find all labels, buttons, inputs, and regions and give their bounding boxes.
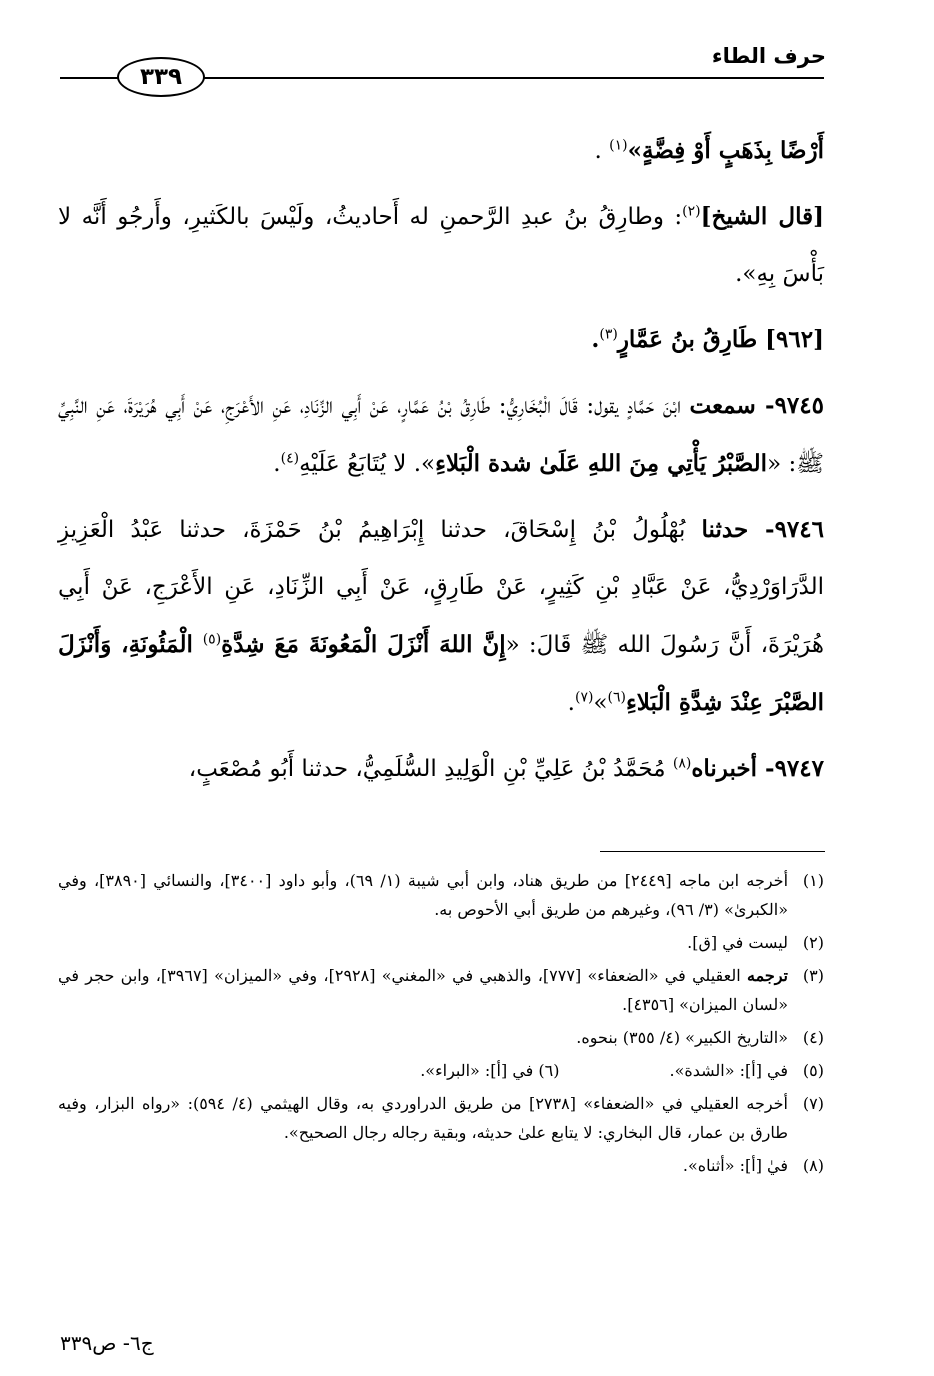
footnote-ref: (٦) <box>607 689 626 706</box>
paragraph-sheikh-comment: [قال الشيخ]$^{(٢)}$: وطارِقُ بنُ عبدِ الرَّحمنِ له أَحاديثُ، ولَيْسَ بالكَثيرِ، وأَرجُو أَنَّه لا بَأْسَ بِهِ». <box>58 203 824 287</box>
footnote-2: (٢) ليست في [ق]. <box>687 933 824 952</box>
footnote-6-text: (٦) في [أ]: «البراء». <box>420 1061 560 1080</box>
page-number-text: ٣٣٩ <box>139 64 183 90</box>
hadith-9747: ٩٧٤٧- أخبرناه$^{(٨)}$ مُحَمَّدُ بْنُ عَلِيِّ بْنِ الْوَلِيدِ السُّلَمِيُّ، حدثنا أَبُو مُصْعَبٍ، <box>188 755 824 782</box>
footnote-5-text: في [أ]: «الشدة». <box>669 1061 788 1080</box>
footnote-5-6: (٥) في [أ]: «الشدة». (٦) في [أ]: «البراء». <box>58 1056 824 1085</box>
paragraph-continuation: أَرْضًا بِذَهَبٍ أَوْ فِضَّةٍ»$^{(١)}$ . <box>594 137 824 164</box>
hadith-9745: ٩٧٤٥- سمعت ابْنَ حَمَّادٍ يقول: قَالَ الْبُخَارِيُّ: طَارِقُ بْنُ عَمَّارٍ، عَنْ أَبِي الزِّنَادِ، عَنِ الأَعْرَجِ، عَنْ أَبِي هُرَيْرَةَ، عَنِ النَّبِيِّ ﷺ: «الصَّبْرُ يَأْتِي مِنَ اللهِ عَلَىٰ شدة الْبَلاءِ». لا يُتَابَعُ عَلَيْهِ$^{(٤)}$. <box>58 392 824 477</box>
footnote-8: (٨) فيٰ [أ]: «أثناه». <box>682 1156 824 1175</box>
hadith-9746: ٩٧٤٦- حدثنا بُهْلُولُ بْنُ إِسْحَاقَ، حدثنا إِبْرَاهِيمُ بْنُ حَمْزَةَ، حدثنا عَبْدُ الْعَزِيزِ الدَّرَاوَرْدِيُّ، عَنْ عَبَّادِ بْنِ كَثِيرٍ، عَنْ طَارِقٍ، عَنْ أَبِي الزِّنَادِ، عَنِ الأَعْرَجِ، عَنْ أَبِي هُرَيْرَةَ، أَنَّ رَسُولَ الله ﷺ قَالَ: «إِنَّ اللهَ أَنْزَلَ الْمَعُونَةَ مَعَ شِدَّةِ$^{(٥)}$ الْمَئُونَةِ، وَأَنْزَلَ الصَّبْرَ عِنْدَ شِدَّةِ الْبَلاءِ$^{(٦)}$»$^{(٧)}$. <box>58 516 824 716</box>
footnote-ref: (٣) <box>599 326 618 343</box>
footnote-ref: (٢) <box>682 203 701 220</box>
footnote-rule <box>600 851 825 852</box>
chapter-title: حرف الطاء <box>711 44 826 68</box>
footnote-7: (٧) أخرجه العقيلي في «الضعفاء» [٢٧٣٨] من طريق الدراوردي به، وقال الهيثمي (٤/ ٥٩٤): «رواه البزار، وفيه طارق بن عمار، قال البخاري: لا يتابع علىٰ حديثه، وبقية رجاله رجال الصحيح». <box>58 1094 824 1142</box>
main-text <box>58 122 824 798</box>
footnote-3: (٣) ترجمه العقيلي في «الضعفاء» [٧٧٧]، والذهبي في «المغني» [٢٩٢٨]، وفي «الميزان» [٣٩٦٧]، وابن حجر في «لسان الميزان» [٤٣٥٦]. <box>58 966 824 1014</box>
volume-page-signature: ج٦- ص٣٣٩ <box>60 1331 154 1355</box>
footnote-ref: (٤) <box>280 450 300 467</box>
footnote-ref: (١) <box>609 137 628 154</box>
footnote-ref: (٥) <box>202 631 222 648</box>
footnote-1: (١) أخرجه ابن ماجه [٢٤٤٩] من طريق هناد، وابن أبي شيبة (١/ ٦٩)، وأبو داود [٣٤٠٠]، والنسائي [٣٨٩٠]، وفي «الكبرىٰ» (٣/ ٩٦)، وغيرهم من طريق أبي الأحوص به. <box>58 871 824 919</box>
footnote-ref: (٧) <box>574 689 594 706</box>
page-number <box>117 57 205 97</box>
entry-heading: [٩٦٢] طَارِقُ بنُ عَمَّارٍ$^{(٣)}$. <box>591 326 824 353</box>
footnote-ref: (٨) <box>672 755 692 772</box>
footnotes <box>58 866 824 1184</box>
footnote-4: (٤) «التاريخ الكبير» (٤/ ٣٥٥) بنحوه. <box>576 1028 824 1047</box>
